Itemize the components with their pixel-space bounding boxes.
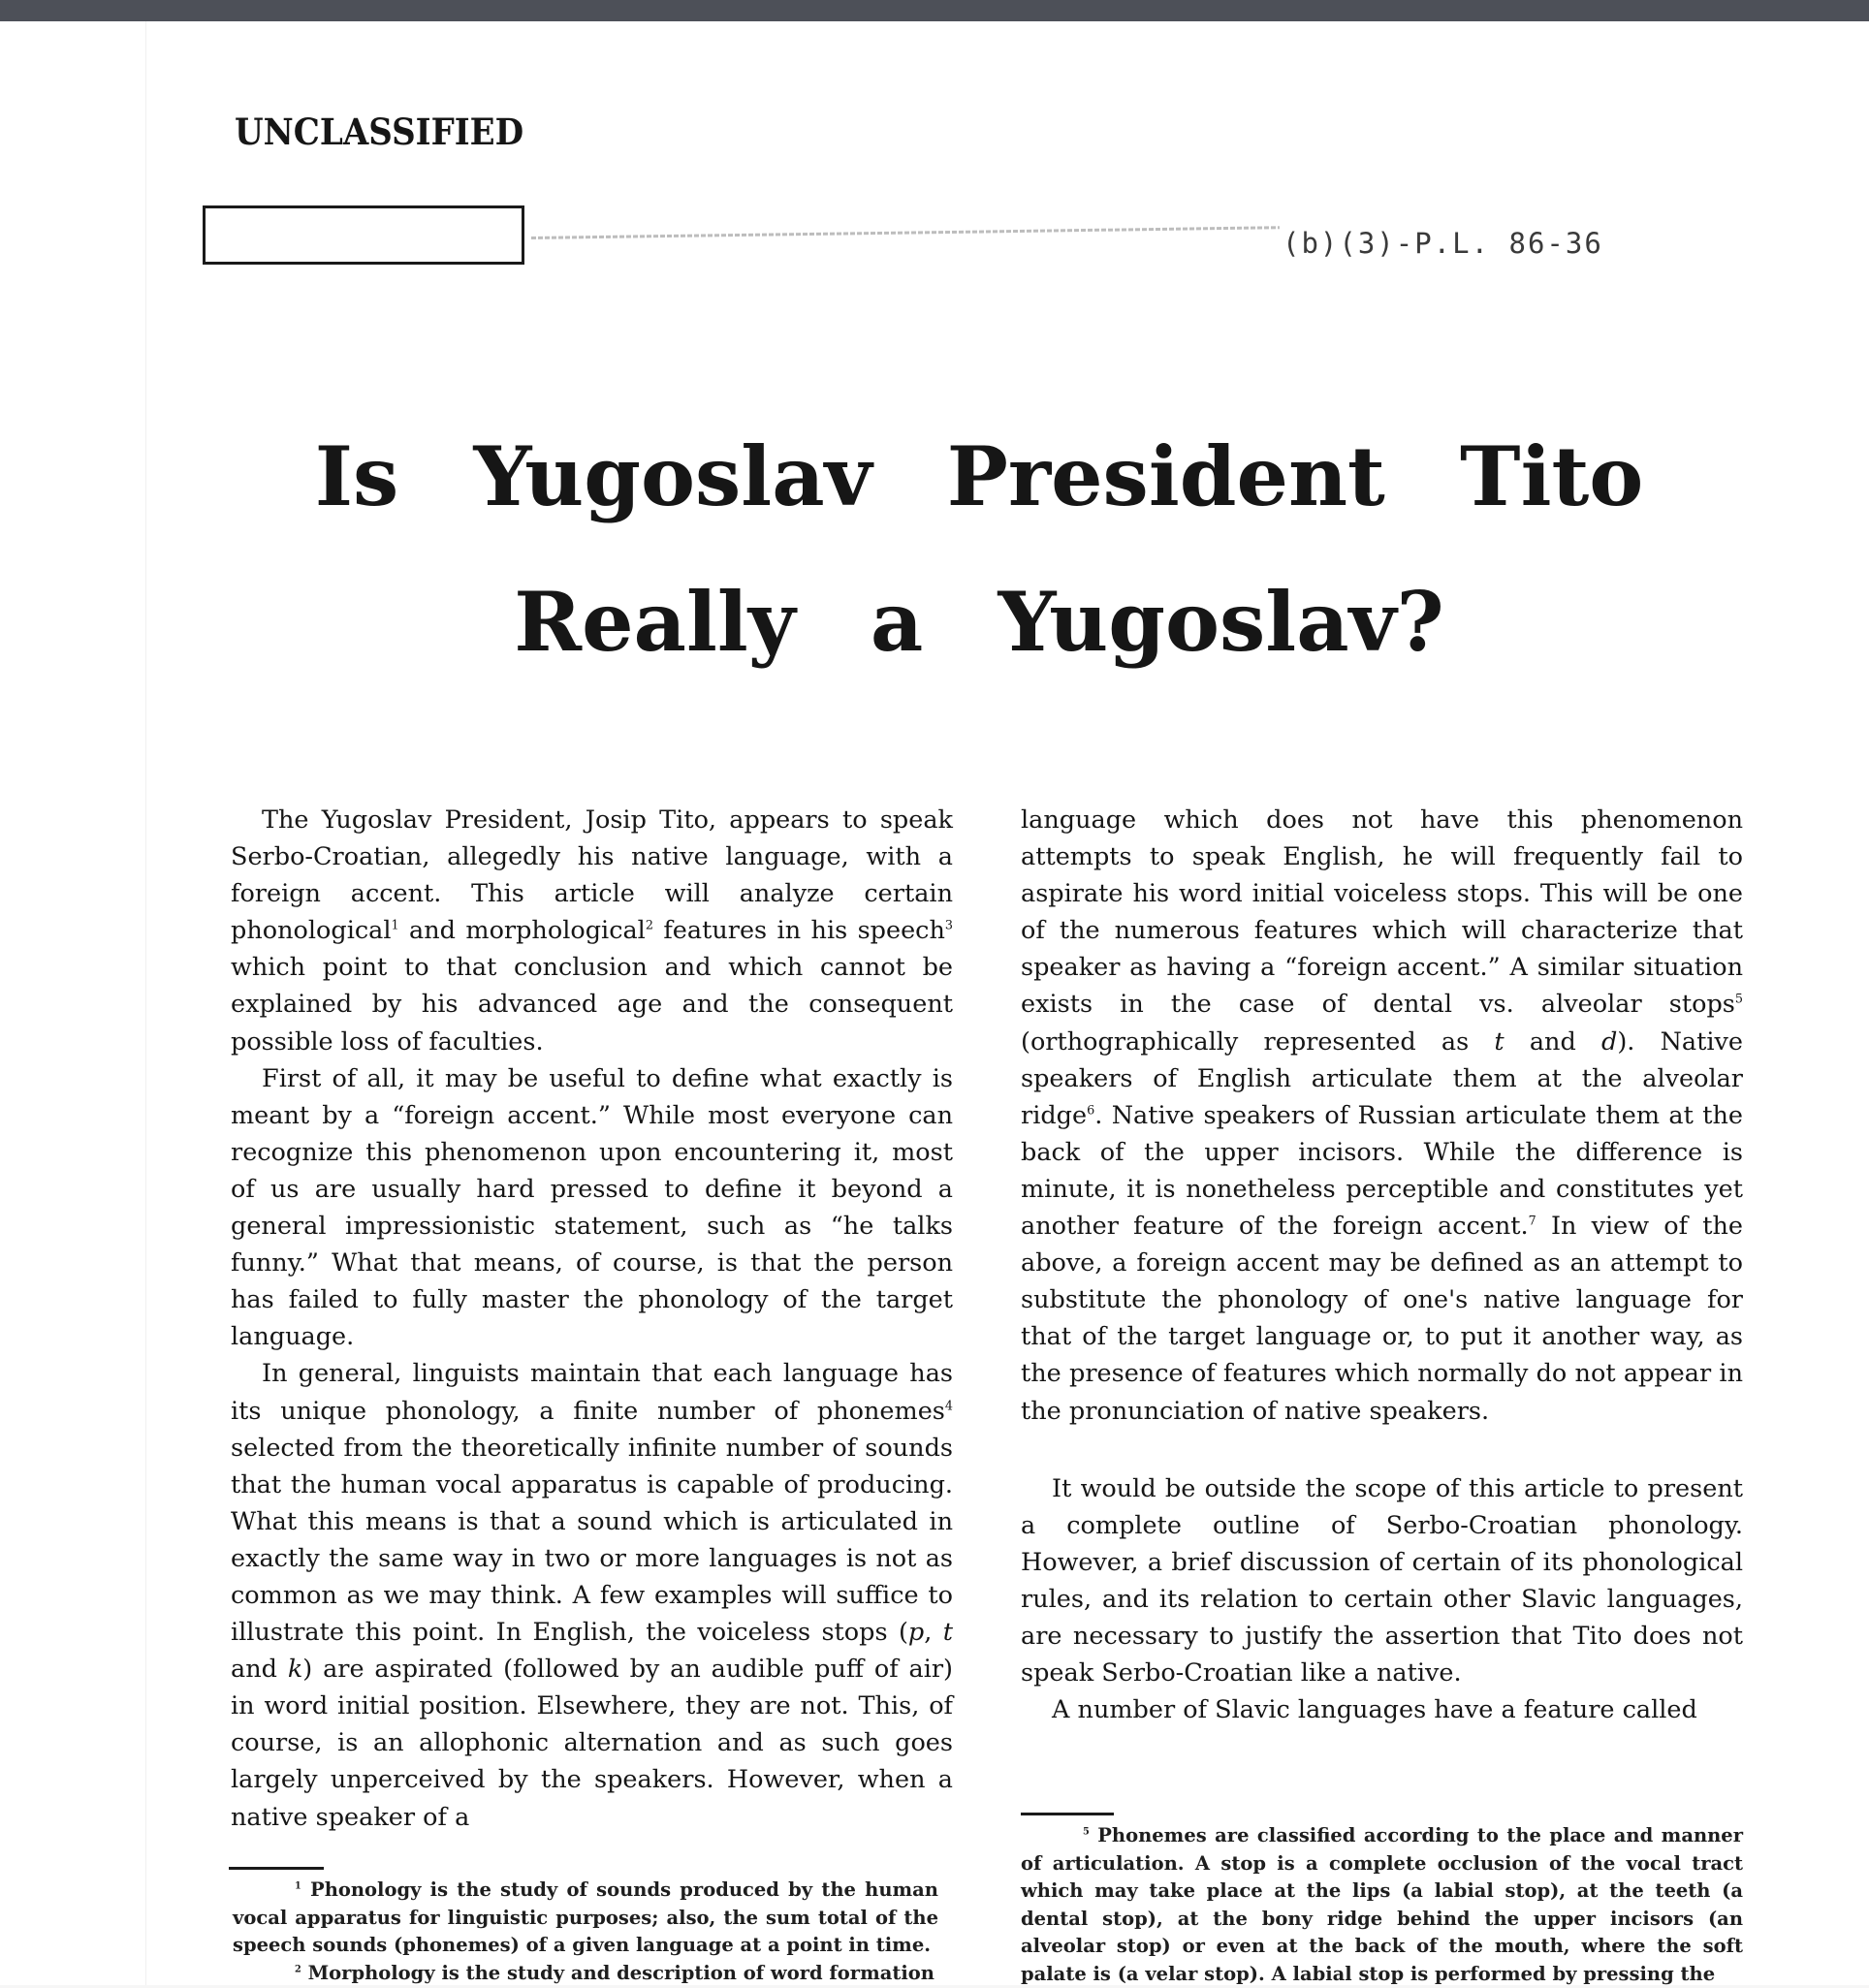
footnote-ref: 1 (391, 918, 399, 933)
paragraph: A number of Slavic languages have a feature called (1052, 1695, 1697, 1725)
body-column-right (1021, 802, 1743, 1728)
footnote-ref: 7 (1528, 1214, 1536, 1229)
paragraph: First of all, it may be useful to define what exactly is meant by a “foreign accent.” While most everyone can recognize this phenomenon upon encountering it, most of us are usually hard pressed to define it beyond a general impressionistic statement, such as “he talks funny.” What that means, of course, is that the person has failed to fully master the phonology of the target language. (231, 1063, 953, 1352)
redaction-leader-line (531, 226, 1280, 239)
footnote-rule-left (229, 1867, 324, 1870)
footnote-ref: 6 (1087, 1103, 1095, 1119)
paragraph: It would be outside the scope of this article to present a complete outline of Serbo-Croatian phonology. However, a brief discussion of certain of its phonological rules, and its relation to certain other Slavic languages, are necessary to justify the assertion that Tito does not speak Serbo-Croatian like a native. (1021, 1473, 1743, 1688)
article-title-line-1: Is Yugoslav President Tito (314, 428, 1644, 524)
footnote: $^1$ Phonology is the study of sounds produced by the human vocal apparatus for linguistic purposes; also, the sum total of the speech sounds (phonemes) of a given language at a point in time. (233, 1878, 938, 1956)
viewer-toolbar (0, 0, 1869, 21)
paragraph: In general, linguists maintain that each language has its unique phonology, a finite number of phonemes$^4$ selected from the theoretically infinite number of sounds that the human vocal apparatus is capable of producing. What this means is that a sound which is articulated in exactly the same way in two or more languages is not as common as we may think. A few examples will suffice to illustrate this point. In English, the voiceless stops (p, t and k) are aspirated (followed by an audible puff of air) in word initial position. Elsewhere, they are not. This, of course, is an allophonic alternation and as such goes largely unperceived by the speakers. However, when a native speaker of a (231, 1359, 954, 1832)
footnote-ref: 5 (1734, 992, 1743, 1007)
exemption-code: (b)(3)-P.L. 86-36 (1283, 227, 1603, 260)
redaction-box (203, 205, 524, 265)
footnote-ref: 4 (944, 1399, 953, 1413)
document-page (0, 21, 1869, 1985)
footnote-ref: 3 (944, 918, 954, 933)
footnote: $^5$ Phonemes are classified according to the place and manner of articulation. A stop is a complete occlusion of the vocal tract which may take place at the lips (a labial stop), at the teeth (a dental stop), at the bony ridge behind the upper incisors (an alveolar stop) or even at the back of the mouth, where the soft palate is (a velar stop). A labial stop is performed by pressing the (1021, 1824, 1743, 1985)
paragraph: The Yugoslav President, Josip Tito, appears to speak Serbo-Croatian, allegedly his native language, with a foreign accent. This article will analyze certain phonological$^1$ and morphological$^2$ features in his speech$^3$ which point to that conclusion and which cannot be explained by his advanced age and the consequent possible loss of faculties. (231, 805, 954, 1057)
article-title-line-2: Really a Yugoslav? (514, 574, 1444, 670)
footnotes-left (233, 1877, 938, 1987)
body-column-left (231, 802, 953, 1836)
footnotes-right (1021, 1822, 1743, 1988)
footnote-rule-right (1021, 1813, 1114, 1815)
footnote: $^2$ Morphology is the study and description of word formation (295, 1961, 934, 1984)
paragraph: language which does not have this phenomenon attempts to speak English, he will frequently fail to aspirate his word initial voiceless stops. This will be one of the numerous features which will characterize that speaker as having a “foreign accent.” A similar situation exists in the case of dental vs. alveolar stops$^5$ (orthographically represented as t and d). Native speakers of English articulate them at the alveolar ridge$^6$. Native speakers of Russian articulate them at the back of the upper incisors. While the difference is minute, it is nonetheless perceptible and constitutes yet another feature of the foreign accent.$^7$ In view of the above, a foreign accent may be defined as an attempt to substitute the phonology of one's native language for that of the target language or, to put it another way, as the presence of features which normally do not appear in the pronunciation of native speakers. (1021, 805, 1743, 1426)
footnote-ref: 2 (645, 918, 653, 933)
classification-marking: UNCLASSIFIED (235, 110, 524, 153)
